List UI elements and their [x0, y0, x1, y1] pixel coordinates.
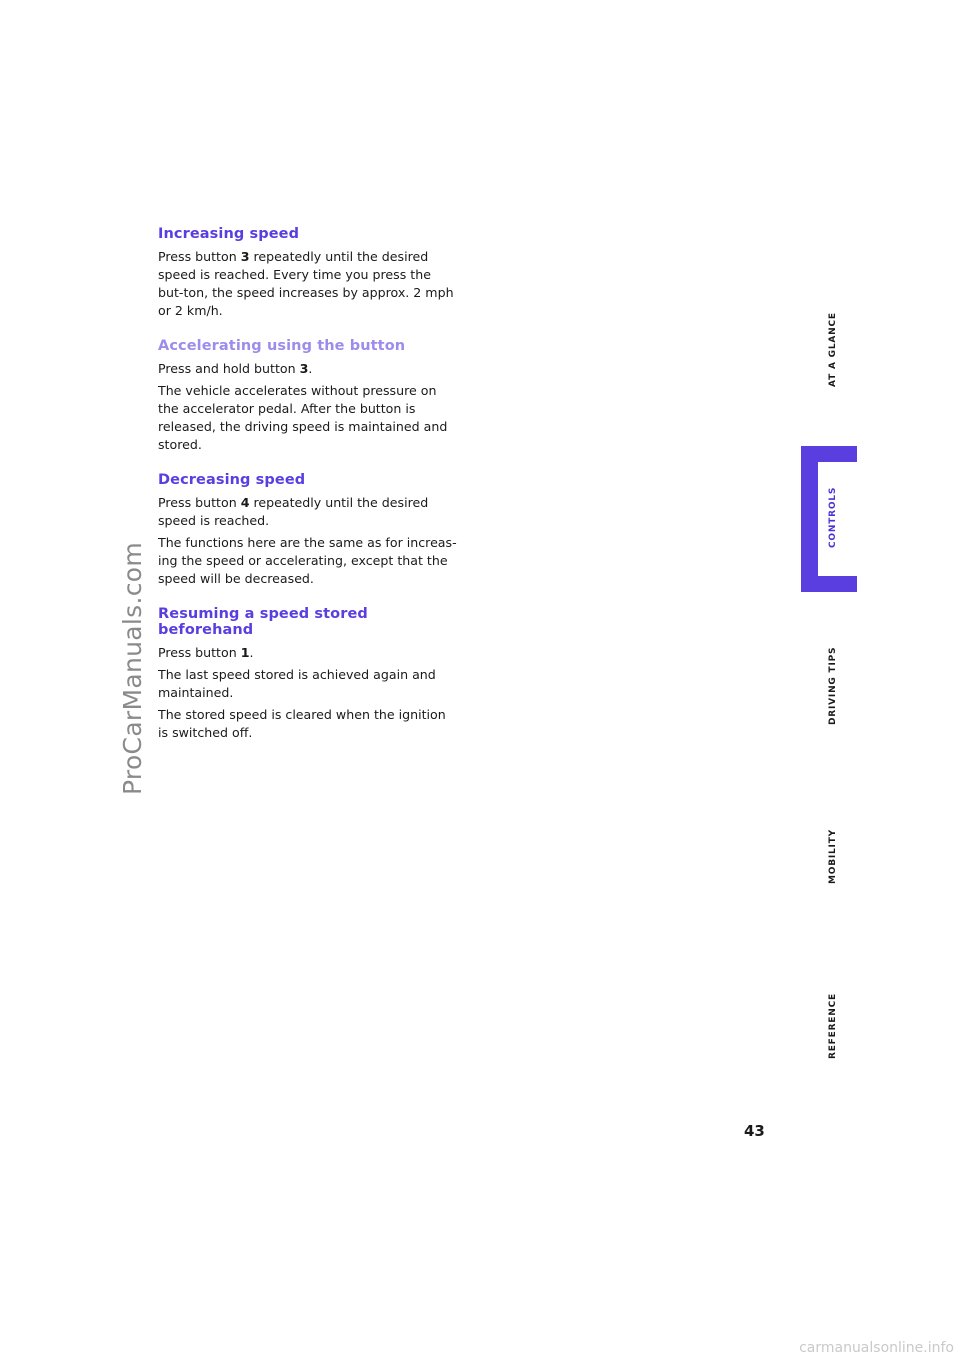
watermark-text: ProCarManuals.com [118, 541, 147, 795]
heading-resuming-speed: Resuming a speed stored beforehand [158, 606, 368, 638]
heading-accelerating: Accelerating using the button [158, 338, 406, 354]
paragraph: Press button 3 repeatedly until the desired speed is reached. Every time you press the but-ton, the speed increases by approx. 2 mph or 2 km/h. [158, 249, 454, 318]
tab-controls[interactable]: CONTROLS [828, 486, 838, 548]
paragraph: Press button 1. [158, 645, 254, 660]
tab-driving-tips[interactable]: DRIVING TIPS [828, 646, 838, 725]
paragraph: The vehicle accelerates without pressure on the accelerator pedal. After the button is released, the driving speed is maintained and stored. [158, 383, 448, 452]
heading-decreasing-speed: Decreasing speed [158, 472, 306, 488]
paragraph: The stored speed is cleared when the ignition is switched off. [158, 707, 446, 740]
paragraph: Press and hold button 3. [158, 361, 313, 376]
section-increasing-speed [158, 226, 458, 320]
paragraph: The functions here are the same as for increas-ing the speed or accelerating, except that the speed will be decreased. [158, 535, 457, 586]
tab-mobility[interactable]: MOBILITY [828, 829, 838, 884]
section-decreasing-speed [158, 472, 458, 588]
page-number: 43 [744, 1122, 765, 1140]
tab-reference[interactable]: REFERENCE [828, 993, 838, 1059]
footer-watermark: carmanualsonline.info [799, 1340, 954, 1356]
paragraph: The last speed stored is achieved again and maintained. [158, 667, 436, 700]
section-resuming-speed [158, 606, 458, 742]
heading-increasing-speed: Increasing speed [158, 226, 300, 242]
section-accelerating [158, 338, 458, 454]
paragraph: Press button 4 repeatedly until the desired speed is reached. [158, 495, 429, 528]
tab-at-a-glance[interactable]: AT A GLANCE [828, 312, 838, 387]
main-content [158, 226, 458, 760]
